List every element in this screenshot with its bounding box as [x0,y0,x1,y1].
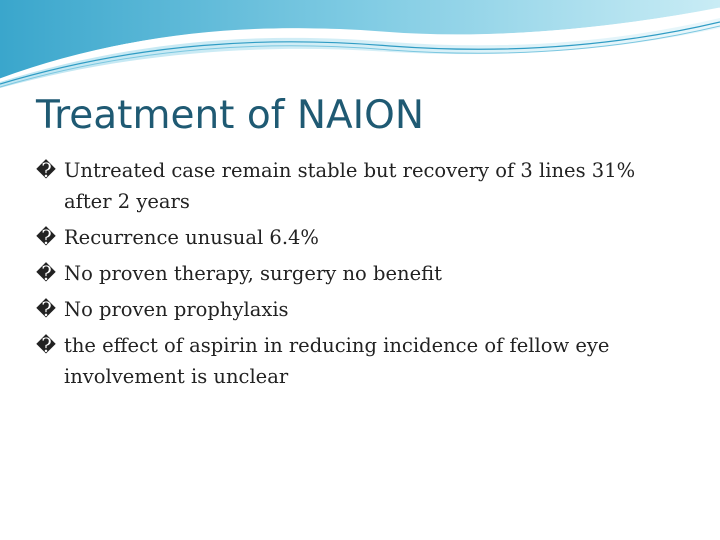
bullet-text: No proven prophylaxis [64,298,289,321]
decorative-wave-banner [0,0,720,90]
bullet-text: No proven therapy, surgery no benefit [64,262,442,285]
bullet-item [36,155,676,217]
bullet-marker-icon: � [36,262,56,285]
bullet-marker-icon: � [36,226,56,249]
bullet-list [36,155,676,397]
slide-title: Treatment of NAION [36,93,425,138]
bullet-text: Recurrence unusual 6.4% [64,226,319,249]
bullet-marker-icon: � [36,334,56,357]
bullet-text: the effect of aspirin in reducing incidence of fellow eye involvement is unclear [64,334,610,388]
bullet-item [36,294,676,325]
bullet-marker-icon: � [36,298,56,321]
bullet-item [36,258,676,289]
bullet-item [36,222,676,253]
bullet-item [36,330,676,392]
bullet-text: Untreated case remain stable but recovery of 3 lines 31% after 2 years [64,159,636,213]
bullet-marker-icon: � [36,159,56,182]
